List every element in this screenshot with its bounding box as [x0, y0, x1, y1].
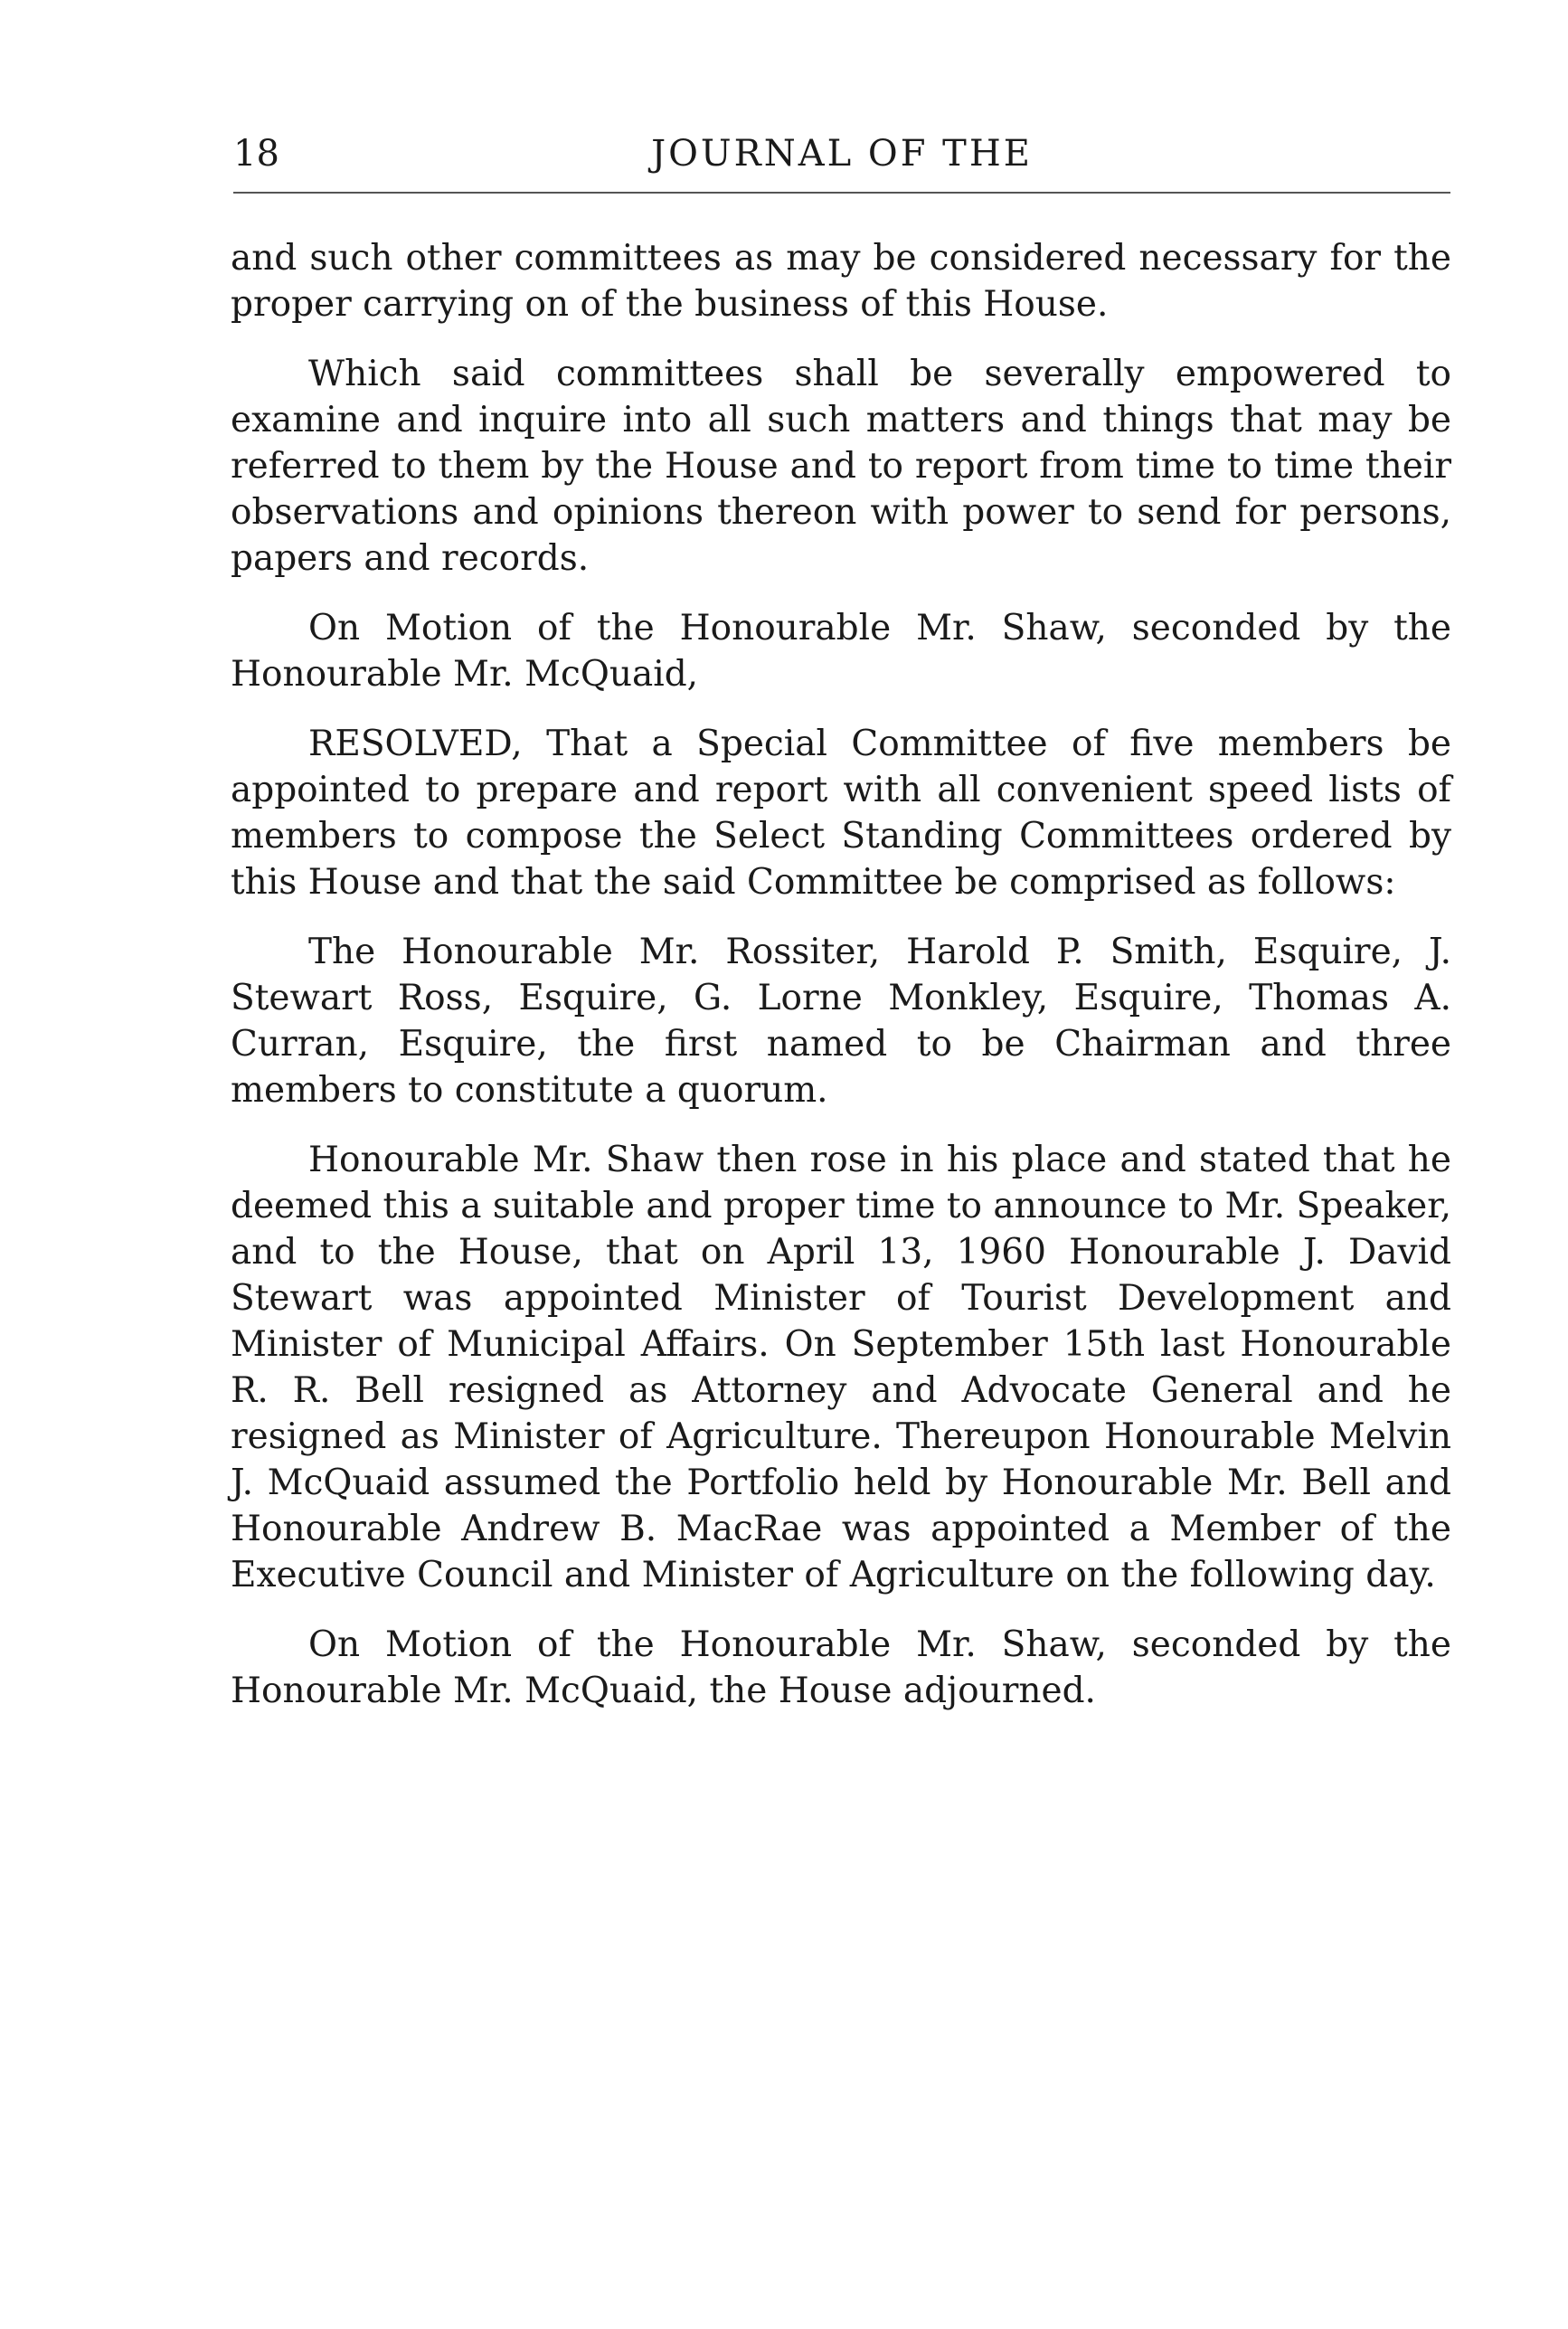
journal-title: JOURNAL OF THE: [651, 133, 1033, 175]
paragraph-ministerial-announcement: Honourable Mr. Shaw then rose in his place and stated that he deemed this a suitable and proper time to announce to Mr. Speaker, and to the House, that on April 13, 1960 Honourable J. David Stewart was appointed Minister of Tourist Development and Minister of Municipal Affairs. On September 15th last Honourable R. R. Bell resigned as Attorney and Advocate General and he resigned as Minister of Agriculture. Thereupon Honourable Melvin J. McQuaid assumed the Portfolio held by Honourable Mr. Bell and Honourable Andrew B. MacRae was appointed a Member of the Executive Council and Minister of Agriculture on the following day.: [231, 1140, 1452, 1595]
paragraph-committee-powers: Which said committees shall be severally empowered to examine and inquire into all such matters and things that may be referred to them by the House and to report from time to time their observations and opinions thereon with power to send for persons, papers and records.: [231, 354, 1451, 579]
page-number: 18: [233, 133, 279, 175]
paragraph-resolved: RESOLVED, That a Special Committee of five members be appointed to prepare and report with all convenient speed lists of members to compose the Select Standing Committees ordered by this House and that the said Committee be comprised as follows:: [231, 724, 1451, 903]
paragraph-committees-continued: and such other committees as may be considered necessary for the proper carrying on of the business of this House.: [231, 238, 1451, 325]
paragraph-motion-special-committee: On Motion of the Honourable Mr. Shaw, seconded by the Honourable Mr. McQuaid,: [231, 608, 1451, 695]
running-head: [233, 127, 1450, 181]
header-rule: [233, 192, 1450, 194]
body-text: [231, 235, 1451, 1737]
paragraph-committee-members: The Honourable Mr. Rossiter, Harold P. Smith, Esquire, J. Stewart Ross, Esquire, G. Lorne Monkley, Esquire, Thomas A. Curran, Esquire, the first named to be Chairman and three members to constitute a quorum.: [231, 932, 1451, 1111]
paragraph-adjournment: On Motion of the Honourable Mr. Shaw, seconded by the Honourable Mr. McQuaid, the House adjourned.: [231, 1624, 1451, 1711]
